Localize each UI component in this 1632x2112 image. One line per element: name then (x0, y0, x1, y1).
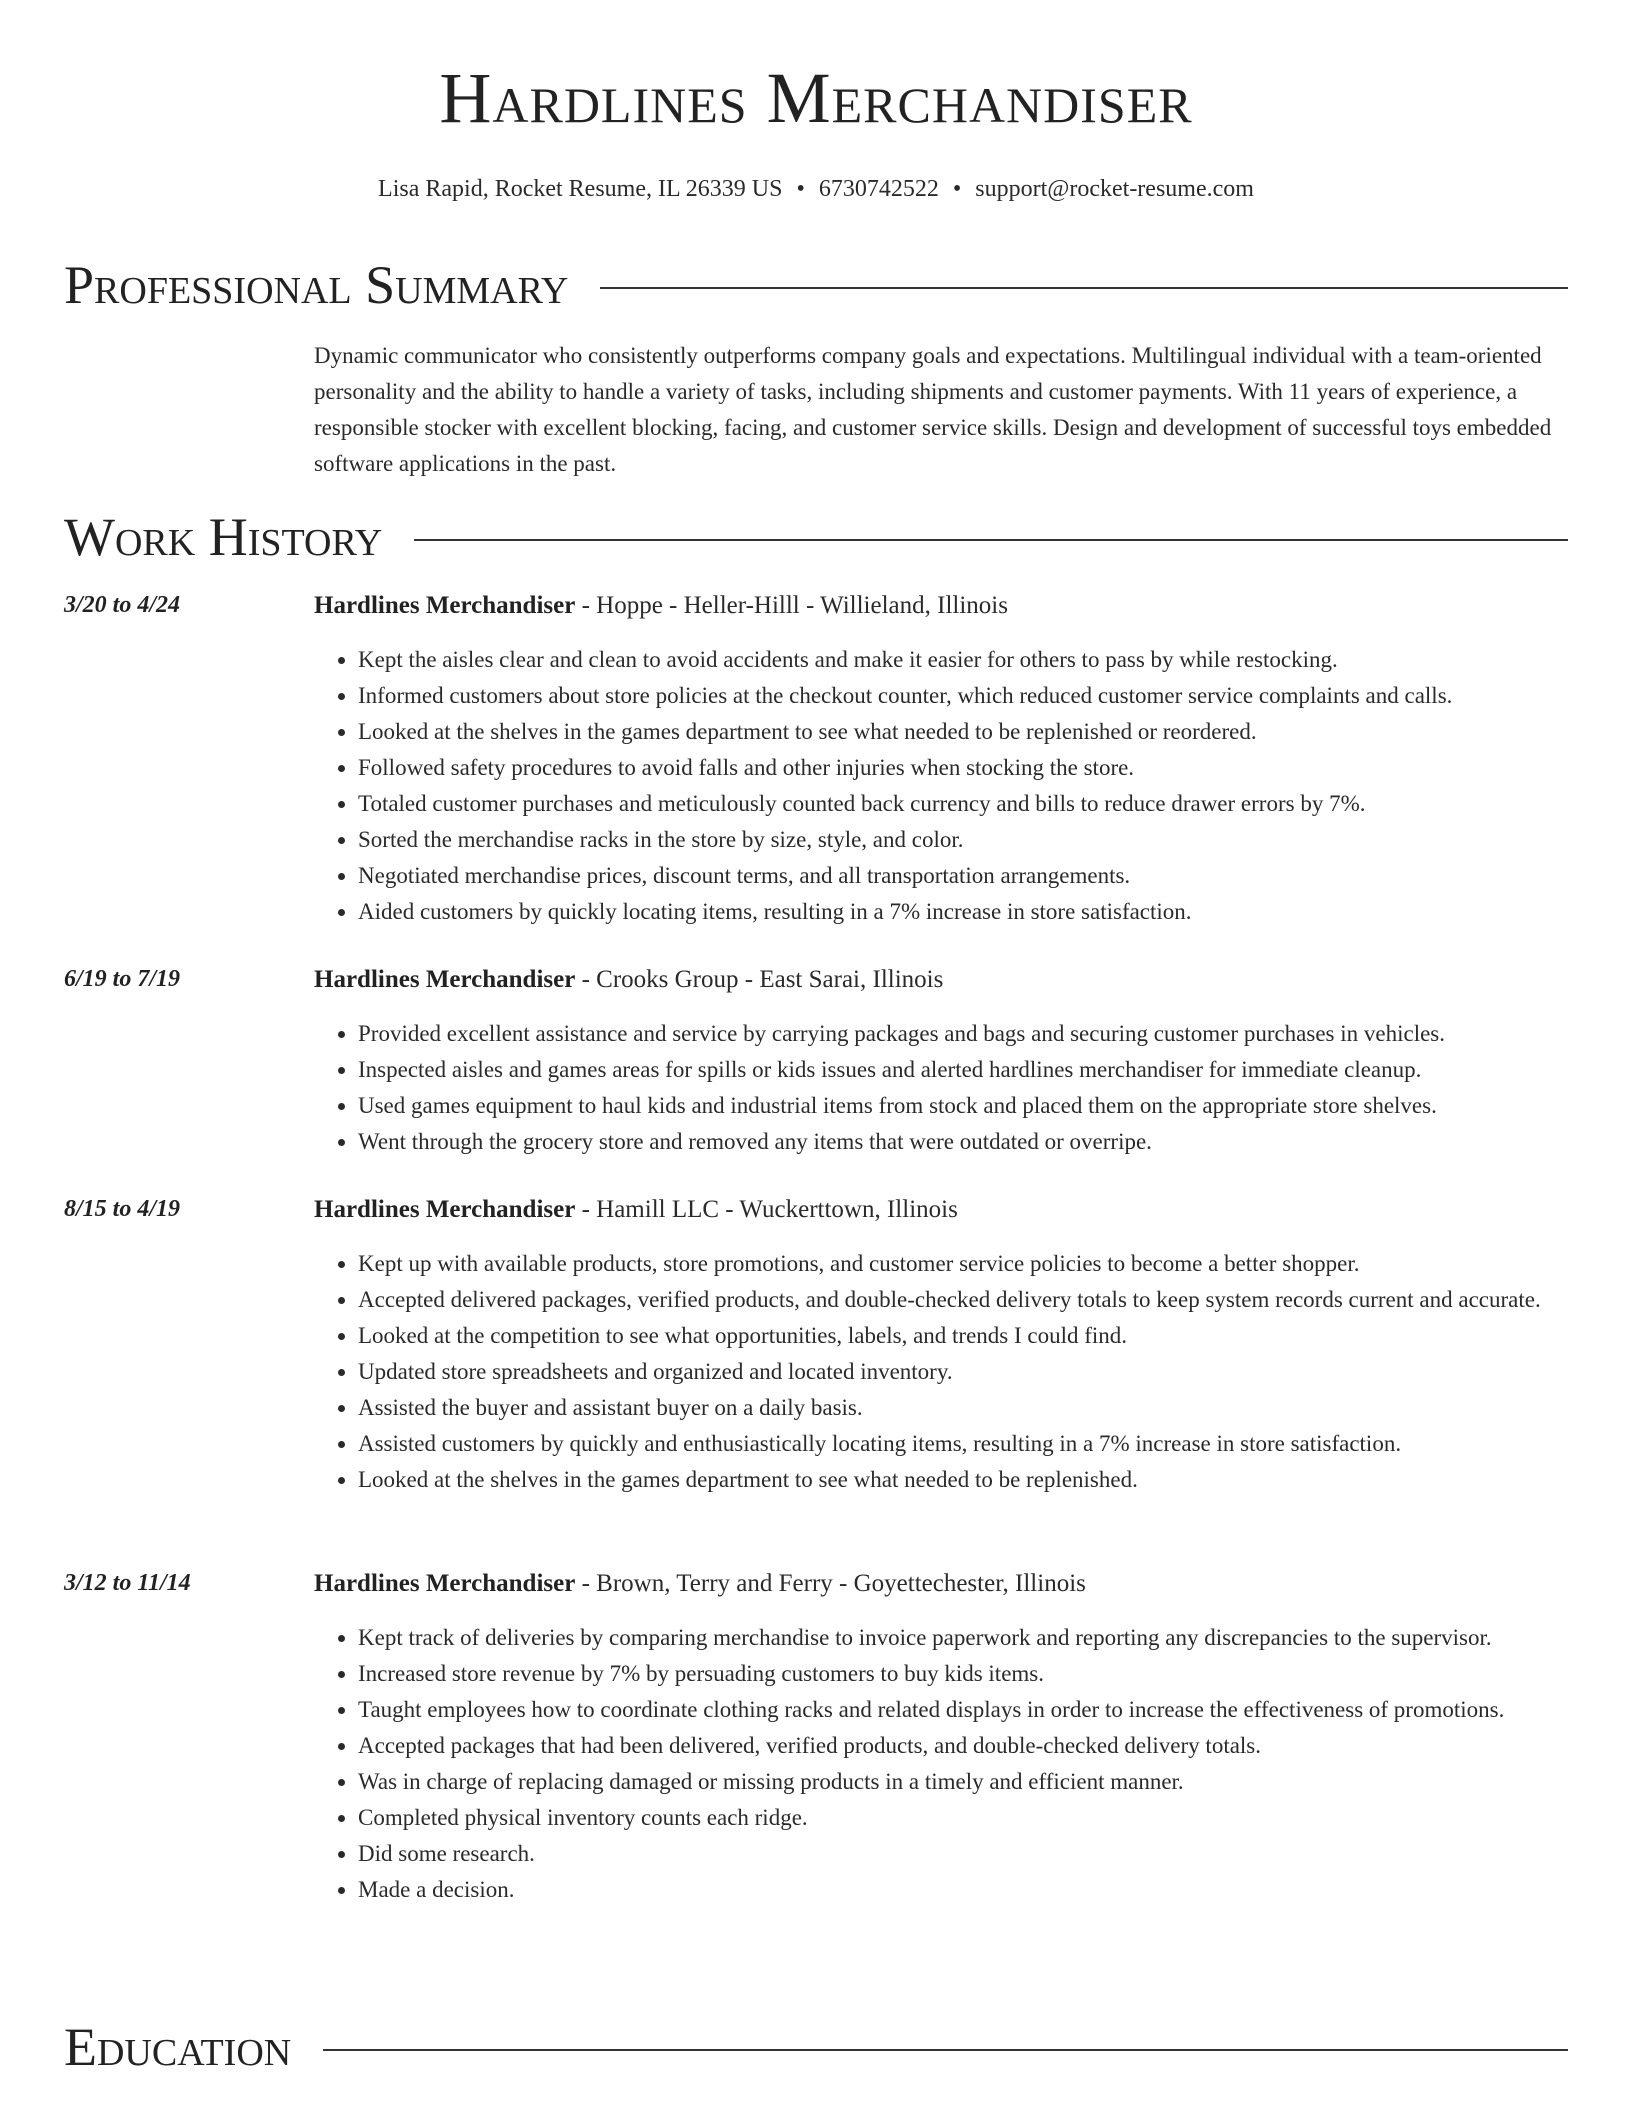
job-bullet: • Taught employees how to coordinate clothing racks and related displays in order to increase the effectiveness of promotions. (358, 1692, 1568, 1728)
job-bullet: • Looked at the competition to see what opportunities, labels, and trends I could find. (358, 1318, 1568, 1354)
job-bullet: • Completed physical inventory counts each ridge. (358, 1800, 1568, 1836)
job-bullet: • Used games equipment to haul kids and industrial items from stock and placed them on the appropriate store shelves. (358, 1088, 1568, 1124)
job-bullet: • Kept up with available products, store promotions, and customer service policies to become a better shopper. (358, 1246, 1568, 1282)
job-bullet: • Updated store spreadsheets and organized and located inventory. (358, 1354, 1568, 1390)
job-bullet: • Kept the aisles clear and clean to avoid accidents and make it easier for others to pass by while restocking. (358, 642, 1568, 678)
resume-name: Hardlines Merchandiser (439, 58, 1193, 138)
section-title-work: Work History (64, 507, 383, 567)
section-divider (600, 287, 1568, 289)
job-bullet: • Followed safety procedures to avoid falls and other injuries when stocking the store. (358, 750, 1568, 786)
job-company: - Hamill LLC - Wuckerttown, Illinois (575, 1196, 958, 1223)
section-title-education: Education (64, 2017, 292, 2077)
contact-email: support@rocket-resume.com (975, 176, 1254, 202)
job-bullet: • Increased store revenue by 7% by persuading customers to buy kids items. (358, 1656, 1568, 1692)
job-bullets (314, 1246, 1568, 1498)
job-bullet: • Accepted delivered packages, verified products, and double-checked delivery totals to keep system records current and accurate. (358, 1282, 1568, 1318)
job-title: Hardlines Merchandiser (314, 966, 576, 993)
job-bullet: • Aided customers by quickly locating items, resulting in a 7% increase in store satisfaction. (358, 894, 1568, 930)
job-bullet: • Did some research. (358, 1836, 1568, 1872)
job-bullet: • Inspected aisles and games areas for spills or kids issues and alerted hardlines merchandiser for immediate cleanup. (358, 1052, 1568, 1088)
job-company: - Brown, Terry and Ferry - Goyettechester, Illinois (575, 1570, 1086, 1597)
job-bullet: • Totaled customer purchases and meticulously counted back currency and bills to reduce drawer errors by 7%. (358, 786, 1568, 822)
job-bullet: • Accepted packages that had been delivered, verified products, and double-checked delivery totals. (358, 1728, 1568, 1764)
job-bullets (314, 1620, 1568, 1908)
job-title: Hardlines Merchandiser (314, 592, 576, 619)
contact-address: Lisa Rapid, Rocket Resume, IL 26339 US (378, 176, 783, 202)
job-bullet: • Sorted the merchandise racks in the store by size, style, and color. (358, 822, 1568, 858)
job-bullet: • Provided excellent assistance and service by carrying packages and bags and securing customer purchases in vehicles. (358, 1016, 1568, 1052)
job-dates: 3/20 to 4/24 (64, 592, 181, 618)
job-bullets (314, 1016, 1568, 1160)
job-bullet: • Was in charge of replacing damaged or missing products in a timely and efficient manner. (358, 1764, 1568, 1800)
job-bullet: • Looked at the shelves in the games department to see what needed to be replenished. (358, 1462, 1568, 1498)
contact-separator: • (796, 176, 805, 202)
job-bullet: • Made a decision. (358, 1872, 1568, 1908)
job-bullet: • Assisted customers by quickly and enthusiastically locating items, resulting in a 7% increase in store satisfaction. (358, 1426, 1568, 1462)
section-header-work (64, 507, 1568, 567)
job-title: Hardlines Merchandiser (314, 1570, 576, 1597)
job-title: Hardlines Merchandiser (314, 1196, 576, 1223)
job-dates: 3/12 to 11/14 (64, 1570, 191, 1596)
section-title-summary: Professional Summary (64, 255, 569, 315)
job-bullet: • Kept track of deliveries by comparing merchandise to invoice paperwork and reporting any discrepancies to the supervisor. (358, 1620, 1568, 1656)
job-bullets (314, 642, 1568, 930)
job-bullet: • Went through the grocery store and removed any items that were outdated or overripe. (358, 1124, 1568, 1160)
job-dates: 6/19 to 7/19 (64, 966, 181, 992)
job-heading (314, 592, 1008, 620)
job-bullet: • Looked at the shelves in the games department to see what needed to be replenished or reordered. (358, 714, 1568, 750)
job-company: - Hoppe - Heller-Hilll - Willieland, Illinois (575, 592, 1008, 619)
summary-text: Dynamic communicator who consistently outperforms company goals and expectations. Multilingual individual with a team-oriented personality and the ability to handle a variety of tasks, including shipments and customer payments. With 11 years of experience, a responsible stocker with excellent blocking, facing, and customer service skills. Design and development of successful toys embedded software applications in the past. (314, 343, 1552, 476)
contact-separator: • (952, 176, 962, 202)
contact-phone: 6730742522 (818, 176, 939, 202)
section-header-education (64, 2017, 1568, 2077)
job-heading (314, 966, 943, 994)
contact-line (0, 176, 1632, 203)
job-bullet: • Informed customers about store policies at the checkout counter, which reduced customer service complaints and calls. (358, 678, 1568, 714)
job-dates: 8/15 to 4/19 (64, 1196, 181, 1222)
job-company: - Crooks Group - East Sarai, Illinois (575, 966, 944, 993)
job-heading (314, 1196, 958, 1224)
section-divider (323, 2049, 1568, 2051)
section-header-summary (64, 255, 1568, 315)
job-bullet: • Negotiated merchandise prices, discount terms, and all transportation arrangements. (358, 858, 1568, 894)
section-divider (414, 539, 1568, 541)
job-bullet: • Assisted the buyer and assistant buyer on a daily basis. (358, 1390, 1568, 1426)
job-heading (314, 1570, 1086, 1598)
